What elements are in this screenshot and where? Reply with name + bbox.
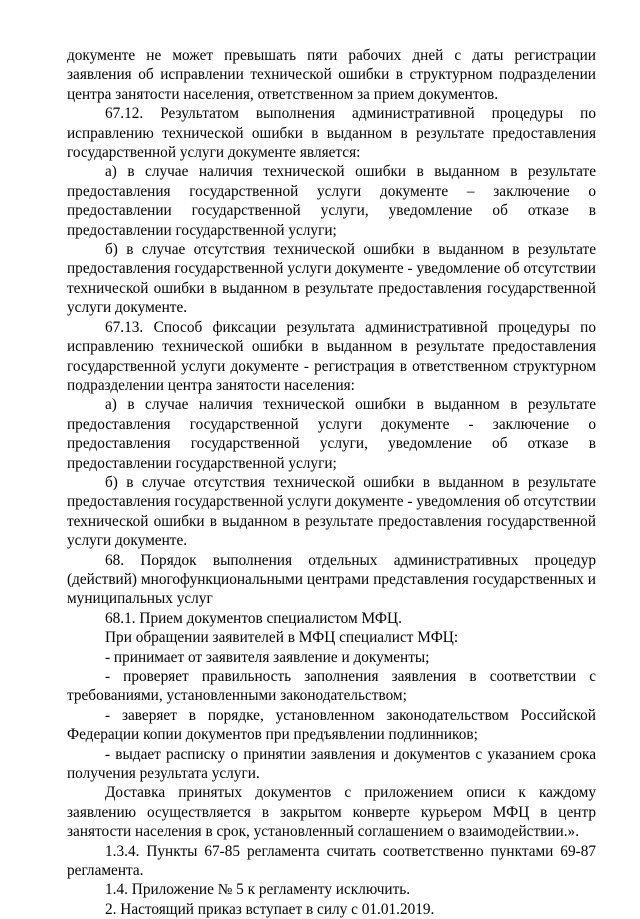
paragraph-1-3-4: 1.3.4. Пункты 67-85 регламента считать соответственно пунктами 69-87 регламента. [67, 842, 596, 880]
list-item-certifies: - заверяет в порядке, установленном законодательством Российской Федерации копии документов при предъявлении подлинников; [67, 706, 596, 744]
paragraph-1-4: 1.4. Приложение № 5 к регламенту исключить. [105, 881, 411, 899]
paragraph-2: 2. Настоящий приказ вступает в силу с 01.01.2019. [105, 900, 435, 918]
paragraph-continuation: документе не может превышать пяти рабочих дней с даты регистрации заявления об исправлении технической ошибки в структурном подразделении центра занятости населения, ответственном за прием документов. [67, 47, 596, 103]
paragraph-67-13-b: б) в случае отсутствия технической ошибки в выданном в результате предоставления государственной услуги документе - уведомления об отсутствии технической ошибки в выданном в результате предоставления государственной услуги документе. [67, 473, 596, 550]
paragraph-67-13-a: а) в случае наличия технической ошибки в выданном в результате предоставления государственной услуги документе - заключение о предоставления государственной услуги, уведомление об отказе в предоставлении государственной услуги; [67, 396, 596, 472]
paragraph-67-13: 67.13. Способ фиксации результата административной процедуры по исправлению технической ошибки в выданном в результате предоставления государственной услуги документе - регистрация в ответственном структурном подразделении центра занятости населения: [67, 318, 596, 394]
paragraph-mfc-intro: При обращении заявителей в МФЦ специалист МФЦ: [105, 629, 459, 647]
paragraph-67-12-a: а) в случае наличия технической ошибки в выданном в результате предоставления государственной услуги документе – заключение о предоставлении государственной услуги, уведомление об отказе в предоставлении государственной услуги; [67, 163, 596, 239]
list-item-issues-receipt: - выдает расписку о принятии заявления и документов с указанием срока получения результата услуги. [67, 745, 596, 783]
list-item-accepts: - принимает от заявителя заявление и документы; [105, 648, 430, 666]
paragraph-67-12: 67.12. Результатом выполнения административной процедуры по исправлению технической ошибки в выданном в результате предоставления государственной услуги документе является: [67, 105, 596, 162]
paragraph-68-1: 68.1. Прием документов специалистом МФЦ. [105, 609, 402, 627]
paragraph-68: 68. Порядок выполнения отдельных административных процедур (действий) многофункциональными центрами представления государственных и муниципальных услуг [67, 551, 596, 608]
paragraph-delivery: Доставка принятых документов с приложением описи к каждому заявлению осуществляется в закрытом конверте курьером МФЦ в центр занятости населения в срок, установленный соглашением о взаимодействии.». [67, 784, 596, 841]
list-item-checks: - проверяет правильность заполнения заявления в соответствии с требованиями, установленными законодательством; [67, 668, 596, 705]
paragraph-67-12-b: б) в случае отсутствия технической ошибки в выданном в результате предоставления государственной услуги документе - уведомление об отсутствии технической ошибки в выданном в результате предоставления государственной услуги документе. [67, 241, 596, 317]
